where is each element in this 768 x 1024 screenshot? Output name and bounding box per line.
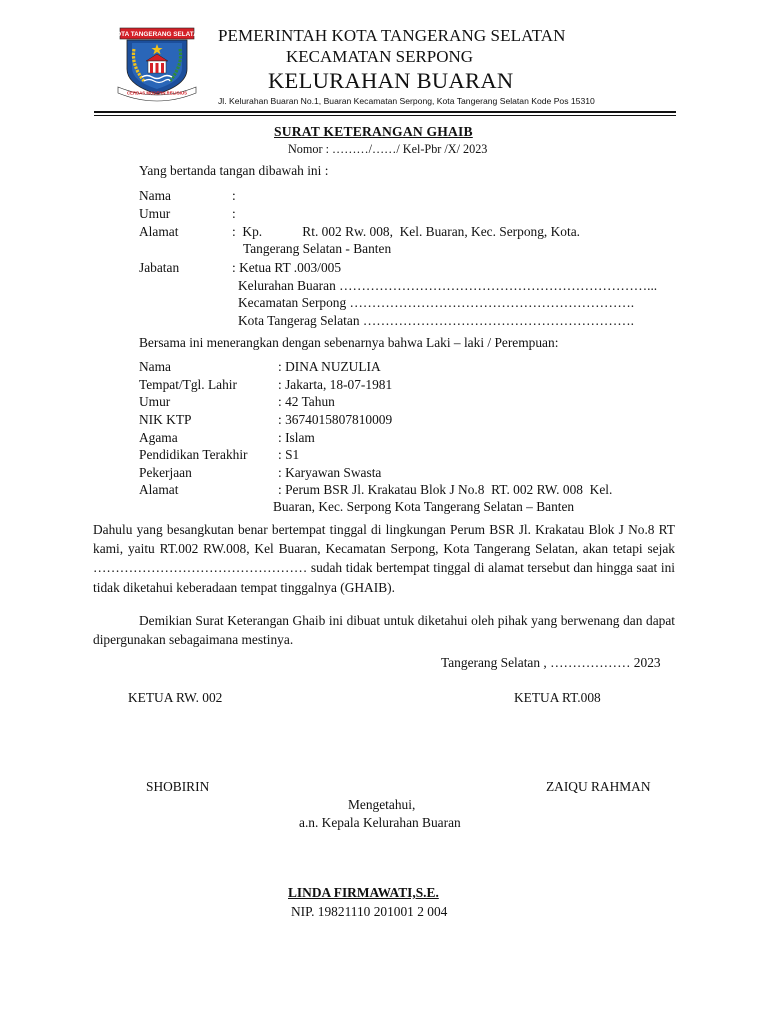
ketua-rw-title: KETUA RW. 002: [128, 690, 223, 705]
subject-label: Agama: [139, 430, 178, 445]
rt-name: ZAIQU RAHMAN: [546, 779, 651, 794]
kop-address: Jl. Kelurahan Buaran No.1, Buaran Kecamatan Serpong, Kota Tangerang Selatan Kode Pos 15310: [218, 96, 595, 106]
bersama-text: Bersama ini menerangkan dengan sebenarnya bahwa Laki – laki / Perempuan:: [139, 335, 559, 350]
subject-label: Tempat/Tgl. Lahir: [139, 377, 237, 392]
subject-value: : Islam: [278, 430, 315, 445]
subject-label: Pendidikan Terakhir: [139, 447, 248, 462]
intro-text: Yang bertanda tangan dibawah ini :: [139, 163, 329, 178]
subject-value: : 42 Tahun: [278, 394, 335, 409]
signer-nama-label: Nama: [139, 188, 171, 203]
subject-label: Umur: [139, 394, 171, 409]
subject-value: : 3674015807810009: [278, 412, 393, 427]
lurah-nip: NIP. 19821110 201001 2 004: [291, 904, 448, 919]
date-line: Tangerang Selatan , ……………… 2023: [441, 655, 661, 670]
subject-value: : S1: [278, 447, 300, 462]
signer-nama-sep: :: [232, 188, 236, 203]
kop-rule-thick: [94, 111, 676, 113]
ketua-rt-title: KETUA RT.008: [514, 690, 601, 705]
signer-jabatan-line3: Kecamatan Serpong ……………………………………………………….: [238, 295, 635, 310]
logo-top-text: KOTA TANGERANG SELATAN: [111, 31, 203, 39]
kop-kecamatan: KECAMATAN SERPONG: [286, 47, 474, 66]
lurah-name: LINDA FIRMAWATI,S.E.: [288, 885, 439, 900]
an-kepala-text: a.n. Kepala Kelurahan Buaran: [299, 815, 461, 830]
signer-jabatan-line2: Kelurahan Buaran ……………………………………………………………...: [238, 278, 658, 293]
subject-value: : Jakarta, 18-07-1981: [278, 377, 393, 392]
signer-jabatan-label: Jabatan: [139, 260, 180, 275]
letter-number: Nomor : ………/……/ Kel-Pbr /X/ 2023: [288, 142, 488, 156]
letter-title: SURAT KETERANGAN GHAIB: [274, 124, 473, 139]
body-paragraph-2: Demikian Surat Keterangan Ghaib ini dibuat untuk diketahui oleh pihak yang berwenang dan dapat dipergunakan sebagaimana mestinya.: [93, 613, 675, 648]
subject-value: : Karyawan Swasta: [278, 465, 382, 480]
subject-value: : DINA NUZULIA: [278, 359, 381, 374]
kota-tangsel-logo: [111, 27, 203, 99]
logo-motto-text: CERDAS MODERN RELIGIUS: [127, 90, 187, 96]
subject-label: Pekerjaan: [139, 465, 192, 480]
signer-umur-sep: :: [232, 206, 236, 221]
subject-label: Nama: [139, 359, 171, 374]
subject-label: NIK KTP: [139, 412, 192, 427]
kop-kelurahan: KELURAHAN BUARAN: [268, 68, 514, 93]
signer-alamat-line1: : Kp. Rt. 002 Rw. 008, Kel. Buaran, Kec. Serpong, Kota.: [232, 224, 580, 239]
signer-jabatan-line4: Kota Tangerag Selatan …………………………………………………….: [238, 313, 635, 328]
signer-jabatan-line1: : Ketua RT .003/005: [232, 260, 342, 275]
signer-alamat-line2: Tangerang Selatan - Banten: [243, 241, 392, 256]
signer-alamat-label: Alamat: [139, 224, 179, 239]
subject-alamat-line2: Buaran, Kec. Serpong Kota Tangerang Selatan – Banten: [273, 499, 575, 514]
rw-name: SHOBIRIN: [146, 779, 210, 794]
kop-rule-thin: [94, 115, 676, 116]
signer-umur-label: Umur: [139, 206, 171, 221]
subject-label: Alamat: [139, 482, 179, 497]
subject-value: : Perum BSR Jl. Krakatau Blok J No.8 RT. 002 RW. 008 Kel.: [278, 482, 613, 497]
mengetahui-text: Mengetahui,: [348, 797, 416, 812]
body-paragraph-1: Dahulu yang besangkutan benar bertempat tinggal di lingkungan Perum BSR Jl. Krakatau Blok J No.8 RT kami, yaitu RT.002 RW.008, Kel Buaran, Kecamatan Serpong, Kota Tangerang Selatan, akan tetapi sejak ………………………………………… sudah tidak bertempat tinggal di alamat tersebut dan hingga saat ini tidak diketahui keberadaan tempat tinggalnya (GHAIB).: [93, 522, 675, 595]
kop-pemerintah: PEMERINTAH KOTA TANGERANG SELATAN: [218, 26, 566, 45]
